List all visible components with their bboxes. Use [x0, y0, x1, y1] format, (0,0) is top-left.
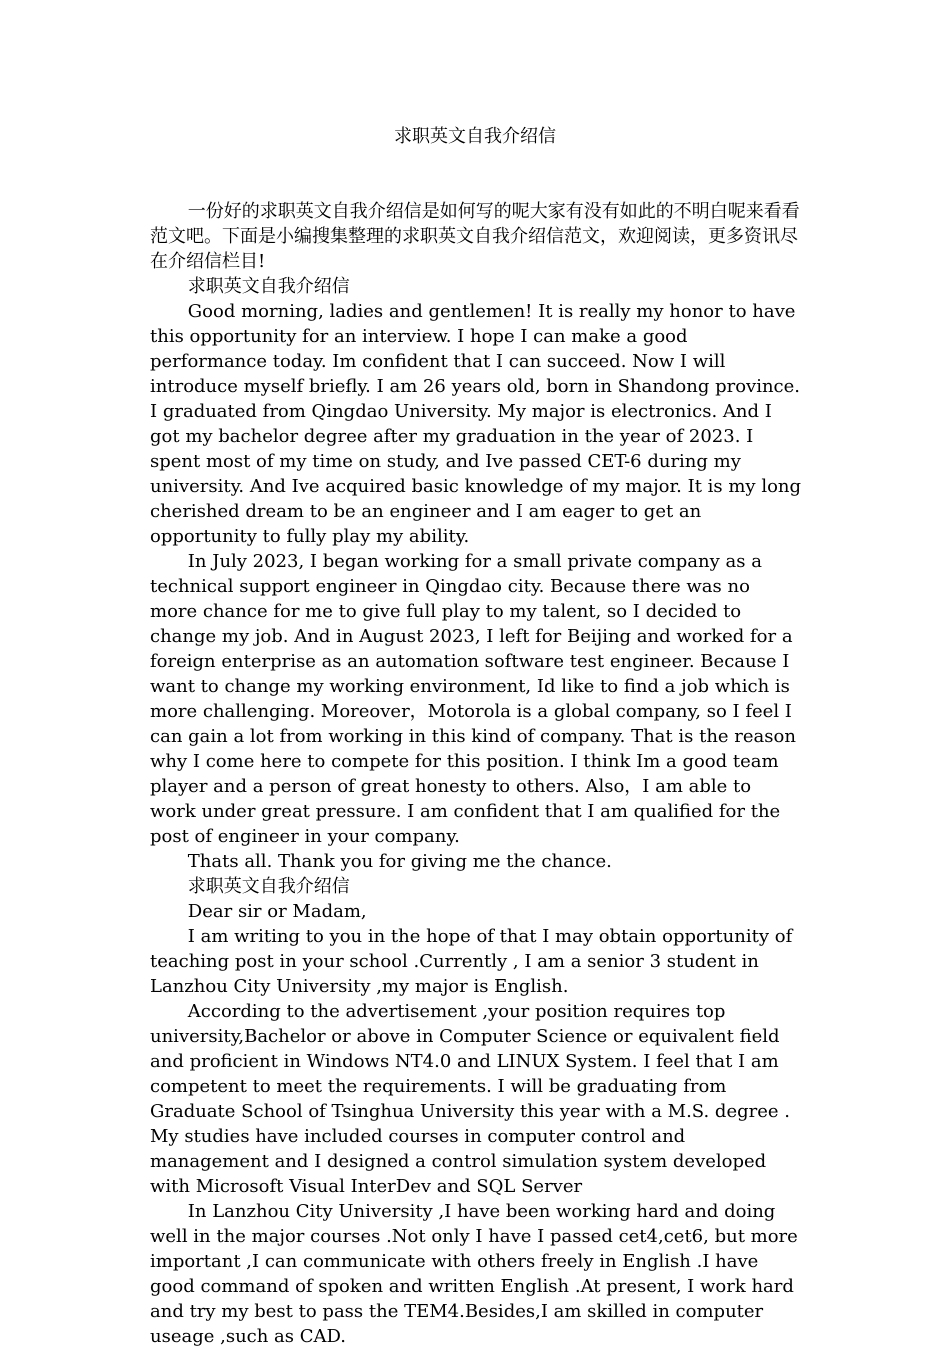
intro-paragraph: 一份好的求职英文自我介绍信是如何写的呢大家有没有如此的不明白呢来看看范文吧。下面是小编搜集整理的求职英文自我介绍信范文，欢迎阅读，更多资讯尽在介绍信栏目!: [150, 201, 800, 272]
body-paragraph: According to the advertisement ,your position requires top university,Bachelor or above in Computer Science or equivalent field and proficient in Windows NT4.0 and LINUX System. I feel that I am competent to meet the requirements. I will be graduating from Graduate School of Tsinghua University this year with a M.S. degree . My studies have included courses in computer control and management and I designed a control simulation system developed with Microsoft Visual InterDev and SQL Server: [150, 1001, 790, 1197]
body-paragraph: In Lanzhou City University ,I have been working hard and doing well in the major courses .Not only I have I passed cet4,cet6, but more important ,I can communicate with others freely in English .I have good command of spoken and written English .At present, I work hard and try my best to pass the TEM4.Besides,I am skilled in computer useage ,such as CAD.: [150, 1201, 798, 1347]
body-paragraph: Good morning, ladies and gentlemen! It is really my honor to have this opportunity for an interview. I hope I can make a good performance today. Im confident that I can succeed. Now I will introduce myself briefly. I am 26 years old, born in Shandong province. I graduated from Qingdao University. My major is electronics. And I got my bachelor degree after my graduation in the year of 2023. I spent most of my time on study, and Ive passed CET-6 during my university. And Ive acquired basic knowledge of my major. It is my long cherished dream to be an engineer and I am eager to get an opportunity to fully play my ability.: [150, 301, 802, 547]
salutation: Dear sir or Madam,: [187, 901, 367, 922]
body-paragraph: I am writing to you in the hope of that I may obtain opportunity of teaching post in your school .Currently , I am a senior 3 student in Lanzhou City University ,my major is English.: [150, 926, 793, 997]
section-heading: 求职英文自我介绍信: [187, 276, 350, 297]
body-paragraph: In July 2023, I began working for a small private company as a technical support engineer in Qingdao city. Because there was no more chance for me to give full play to my talent, so I decided to change my job. And in August 2023, I left for Beijing and worked for a foreign enterprise as an automation software test engineer. Because I want to change my working environment, Id like to find a job which is more challenging. Moreover，Motorola is a global company, so I feel I can gain a lot from working in this kind of company. That is the reason why I come here to compete for this position. I think Im a good team player and a person of great honesty to others. Also，I am able to work under great pressure. I am confident that I am qualified for the post of engineer in your company.: [150, 551, 796, 847]
page-title: 求职英文自我介绍信: [394, 126, 556, 147]
body-paragraph: Thats all. Thank you for giving me the chance.: [187, 851, 612, 872]
section-heading: 求职英文自我介绍信: [187, 876, 350, 897]
document-body: [150, 199, 802, 1349]
